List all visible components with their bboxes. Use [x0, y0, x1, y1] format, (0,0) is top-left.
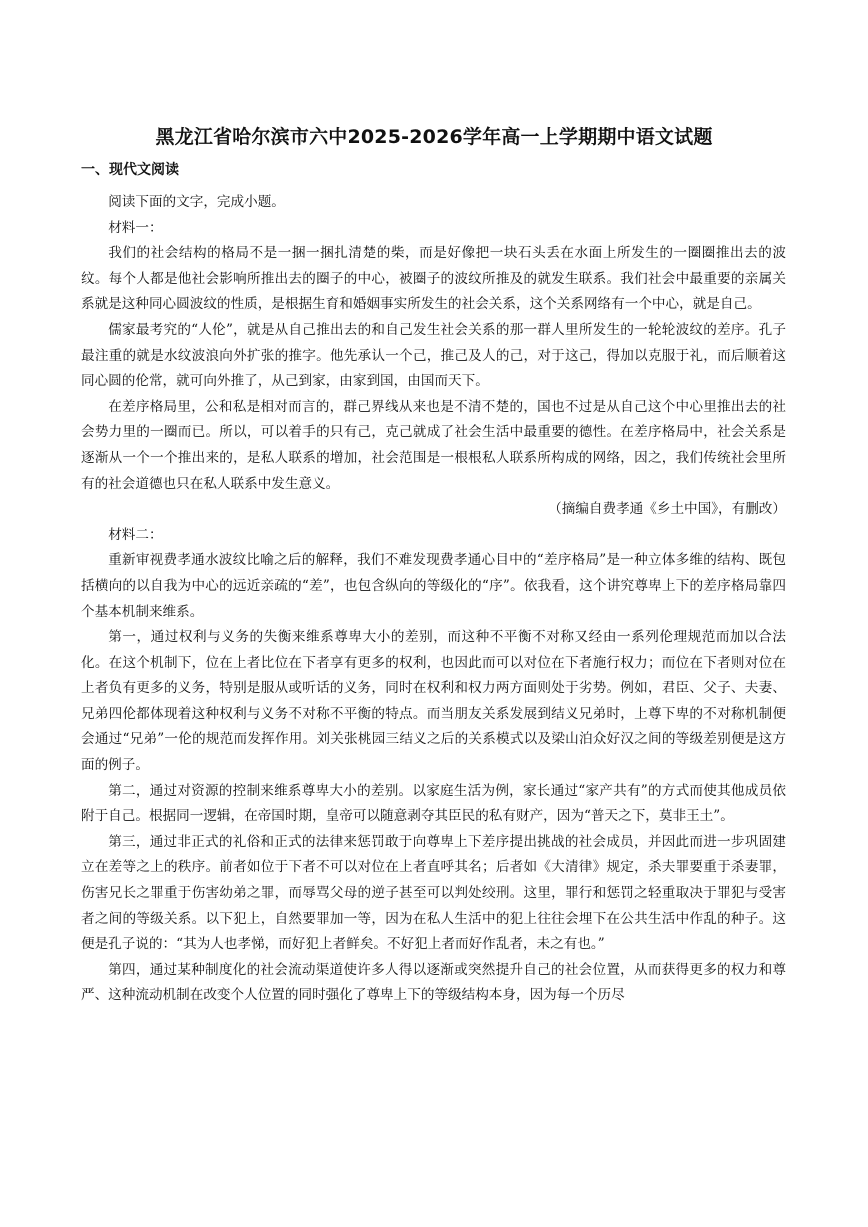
material1-paragraph: 儒家最考究的“人伦”，就是从自己推出去的和自己发生社会关系的那一群人里所发生的一轮轮波纹的差序。孔子最注重的就是水纹波浪向外扩张的推字。他先承认一个己，推己及人的己，对于这己，得加以克服于礼，而后顺着这同心圆的伦常，就可向外推了，从己到家，由家到国，由国而天下。: [81, 321, 786, 390]
section-heading: 一、现代文阅读: [81, 162, 179, 178]
material1-paragraph: 我们的社会结构的格局不是一捆一捆扎清楚的柴，而是好像把一块石头丢在水面上所发生的一圈圈推出去的波纹。每个人都是他社会影响所推出去的圈子的中心，被圈子的波纹所推及的就发生联系。我们社会中最重要的亲属关系就是这种同心圆波纹的性质，是根据生育和婚姻事实所发生的社会关系，这个关系网络有一个中心，就是自己。: [81, 245, 786, 313]
material2-label: 材料二：: [108, 526, 163, 543]
instruction-text: 阅读下面的文字，完成小题。: [108, 194, 285, 210]
reading-passage: [81, 190, 786, 1009]
material2-paragraph: 第四，通过某种制度化的社会流动渠道使许多人得以逐渐或突然提升自己的社会位置，从而获得更多的权力和尊严、这种流动机制在改变个人位置的同时强化了尊卑上下的等级结构本身，因为每一个历尽: [81, 961, 786, 1004]
material2-paragraph: 第一，通过权利与义务的失衡来维系尊卑大小的差别，而这种不平衡不对称又经由一系列伦理规范而加以合法化。在这个机制下，位在上者比位在下者享有更多的权利，也因此而可以对位在下者施行权力；而位在下者则对位在上者负有更多的义务，特别是服从或听话的义务，同时在权利和权力两方面则处于劣势。例如，君臣、父子、夫妻、兄弟四伦都体现着这种权利与义务不对称不平衡的特点。而当朋友关系发展到结义兄弟时，上尊下卑的不对称机制便会通过“兄弟”一伦的规范而发挥作用。刘关张桃园三结义之后的关系模式以及梁山泊众好汉之间的等级差别便是这方面的例子。: [81, 629, 786, 774]
material2-paragraph: 重新审视费孝通水波纹比喻之后的解释，我们不难发现费孝通心目中的“差序格局”是一种立体多维的结构、既包括横向的以自我为中心的远近亲疏的“差”，也包含纵向的等级化的“序”。依我看，这个讲究尊卑上下的差序格局靠四个基本机制来维系。: [81, 552, 786, 620]
material1-paragraph: 在差序格局里，公和私是相对而言的，群己界线从来也是不清不楚的，国也不过是从自己这个中心里推出去的社会势力里的一圈而已。所以，可以着手的只有己，克己就成了社会生活中最重要的德性。在差序格局中，社会关系是逐渐从一个一个推出来的，是私人联系的增加，社会范围是一根根私人联系所构成的网络，因之，我们传统社会里所有的社会道德也只在私人联系中发生意义。: [81, 398, 786, 492]
document-title: 黑龙江省哈尔滨市六中2025-2026学年高一上学期期中语文试题: [155, 126, 713, 148]
material1-source: （摘编自费孝通《乡土中国》，有删改）: [548, 501, 786, 518]
material1-label: 材料一：: [108, 219, 163, 236]
material2-paragraph: 第二，通过对资源的控制来维系尊卑大小的差别。以家庭生活为例，家长通过“家产共有”的方式而使其他成员依附于自己。根据同一逻辑，在帝国时期，皇帝可以随意剥夺其臣民的私有财产，因为“普天之下，莫非王土”。: [81, 782, 786, 825]
material2-paragraph: 第三，通过非正式的礼俗和正式的法律来惩罚敢于向尊卑上下差序提出挑战的社会成员，并因此而进一步巩固建立在差等之上的秩序。前者如位于下者不可以对位在上者直呼其名；后者如《大清律》规定，杀夫罪要重于杀妻罪，伤害兄长之罪重于伤害幼弟之罪，而辱骂父母的逆子甚至可以判处绞刑。这里，罪行和惩罚之轻重取决于罪犯与受害者之间的等级关系。以下犯上，自然要罪加一等，因为在私人生活中的犯上往往会埋下在公共生活中作乱的种子。这便是孔子说的：“其为人也孝悌，而好犯上者鲜矣。不好犯上者而好作乱者，未之有也。”: [81, 833, 786, 953]
